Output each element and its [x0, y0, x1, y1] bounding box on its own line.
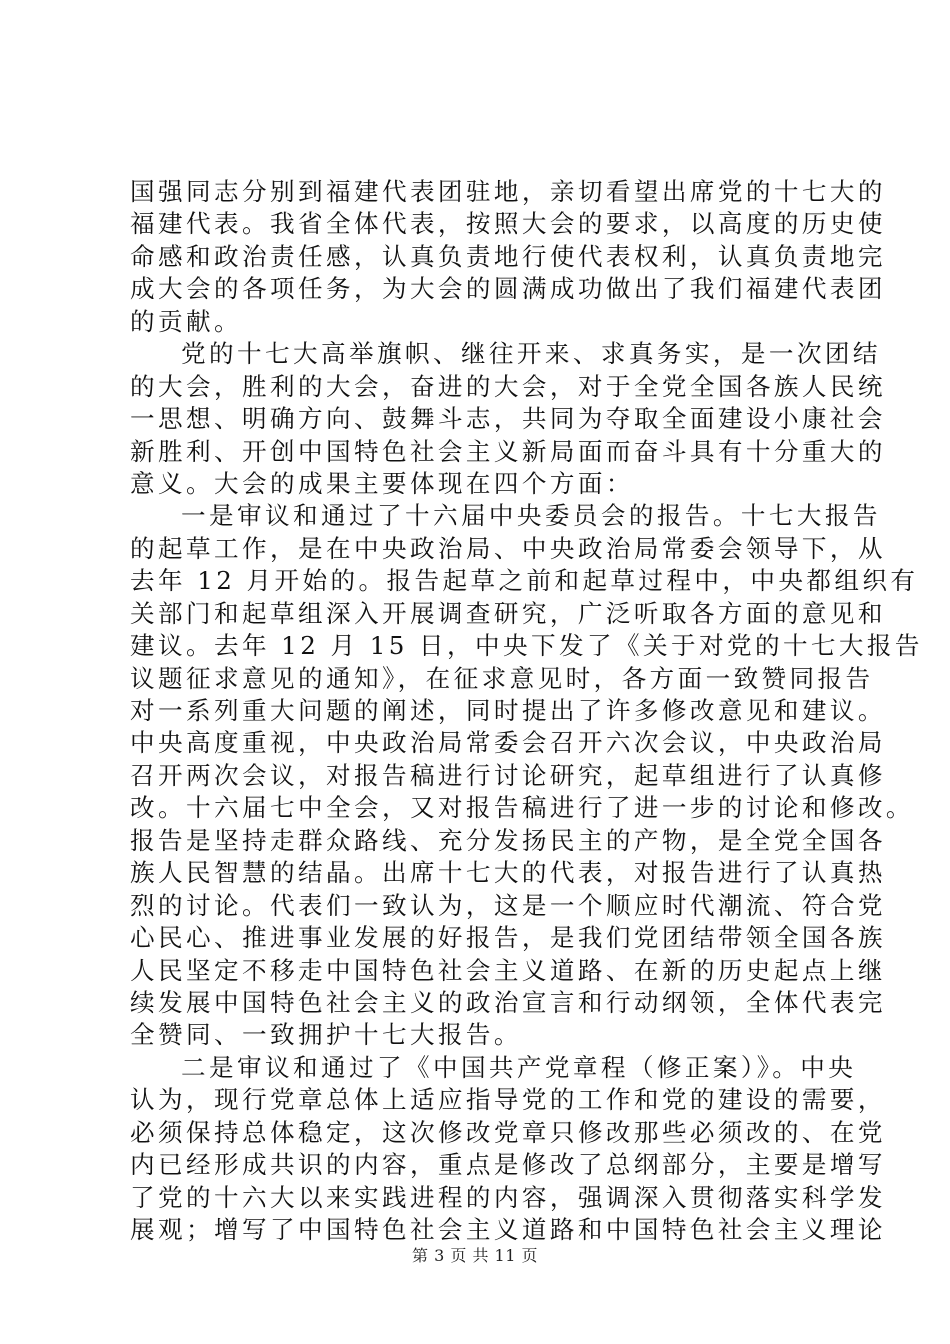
text-line: 全赞同、一致拥护十七大报告。 [130, 1020, 522, 1050]
text-line: 的贡献。 [130, 306, 242, 336]
text-line: 关部门和起草组深入开展调查研究，广泛听取各方面的意见和 [130, 598, 886, 628]
paragraph-first-line: 一是审议和通过了十六届中央委员会的报告。十七大报告 [181, 501, 881, 531]
paragraph-first-line: 党的十七大高举旗帜、继往开来、求真务实，是一次团结 [181, 339, 881, 369]
text-line: 人民坚定不移走中国特色社会主义道路、在新的历史起点上继 [130, 955, 886, 985]
text-line: 续发展中国特色社会主义的政治宣言和行动纲领，全体代表完 [130, 987, 886, 1017]
text-line: 心民心、推进事业发展的好报告，是我们党团结带领全国各族 [130, 923, 886, 953]
text-line: 认为，现行党章总体上适应指导党的工作和党的建设的需要， [130, 1085, 886, 1115]
text-line: 意义。大会的成果主要体现在四个方面： [130, 468, 634, 498]
paragraph-first-line: 二是审议和通过了《中国共产党章程（修正案）》。中央 [181, 1052, 857, 1082]
text-line: 一思想、明确方向、鼓舞斗志，共同为夺取全面建设小康社会 [130, 404, 886, 434]
text-line: 召开两次会议，对报告稿进行讨论研究，起草组进行了认真修 [130, 760, 886, 790]
text-line: 成大会的各项任务，为大会的圆满成功做出了我们福建代表团 [130, 274, 886, 304]
text-line: 烈的讨论。代表们一致认为，这是一个顺应时代潮流、符合党 [130, 890, 886, 920]
text-line: 命感和政治责任感，认真负责地行使代表权利，认真负责地完 [130, 241, 886, 271]
page-footer: 第 3 页 共 11 页 [412, 1246, 538, 1265]
text-line: 新胜利、开创中国特色社会主义新局面而奋斗具有十分重大的 [130, 436, 886, 466]
text-line: 了党的十六大以来实践进程的内容，强调深入贯彻落实科学发 [130, 1182, 886, 1212]
text-line: 改。十六届七中全会，又对报告稿进行了进一步的讨论和修改。 [130, 793, 914, 823]
text-line: 议题征求意见的通知》，在征求意见时，各方面一致赞同报告 [130, 663, 874, 693]
text-line: 的起草工作，是在中央政治局、中央政治局常委会领导下，从 [130, 533, 886, 563]
text-line: 报告是坚持走群众路线、充分发扬民主的产物，是全党全国各 [130, 825, 886, 855]
text-line: 建议。去年 12 月 15 日，中央下发了《关于对党的十七大报告 [130, 631, 923, 661]
text-line: 族人民智慧的结晶。出席十七大的代表，对报告进行了认真热 [130, 858, 886, 888]
text-line: 中央高度重视，中央政治局常委会召开六次会议，中央政治局 [130, 728, 886, 758]
text-line: 展观；增写了中国特色社会主义道路和中国特色社会主义理论 [130, 1215, 886, 1244]
text-line: 的大会，胜利的大会，奋进的大会，对于全党全国各族人民统 [130, 371, 886, 401]
text-line: 国强同志分别到福建代表团驻地，亲切看望出席党的十七大的 [130, 177, 886, 206]
text-line: 必须保持总体稳定，这次修改党章只修改那些必须改的、在党 [130, 1117, 886, 1147]
text-line: 去年 12 月开始的。报告起草之前和起草过程中，中央都组织有 [130, 566, 919, 596]
text-line: 内已经形成共识的内容，重点是修改了总纲部分，主要是增写 [130, 1150, 886, 1180]
text-line: 福建代表。我省全体代表，按照大会的要求，以高度的历史使 [130, 209, 886, 239]
text-line: 对一系列重大问题的阐述，同时提出了许多修改意见和建议。 [130, 696, 886, 725]
document-body [130, 176, 923, 1246]
